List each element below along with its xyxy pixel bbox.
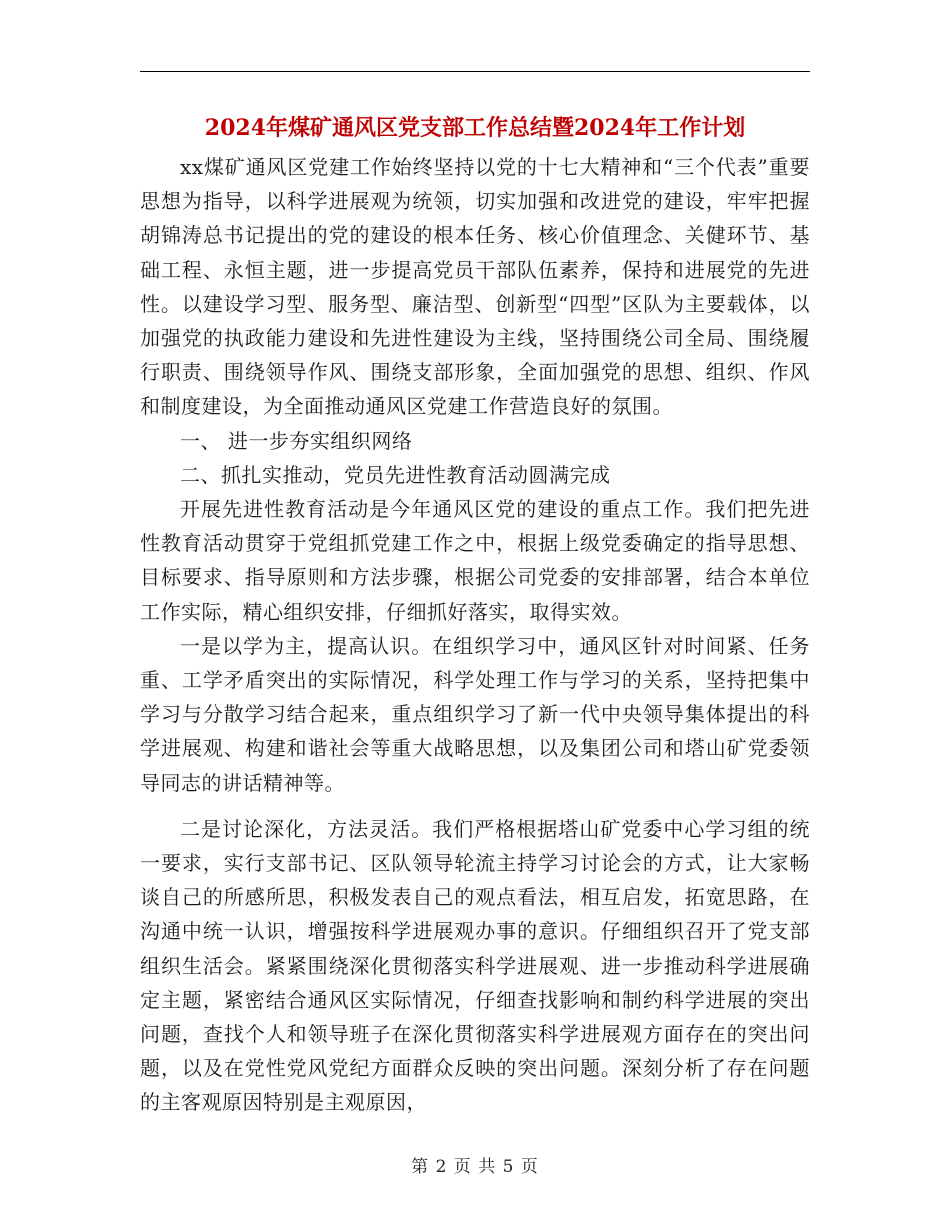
paragraph-discussion: 二是讨论深化，方法灵活。我们严格根据塔山矿党委中心学习组的统一要求，实行支部书记、区队领导轮流主持学习讨论会的方式，让大家畅谈自己的所感所思，积极发表自己的观点看法，相互启发，拓宽思路，在沟通中统一认识，增强按科学进展观办事的意识。仔细组织召开了党支部组织生活会。紧紧围绕深化贯彻落实科学进展观、进一步推动科学进展确定主题，紧密结合通风区实际情况，仔细查找影响和制约科学进展的突出问题，查找个人和领导班子在深化贯彻落实科学进展观方面存在的突出问题，以及在党性党风党纪方面群众反映的突出问题。深刻分析了存在问题的主客观原因特别是主观原因， — [140, 816, 810, 1115]
section-heading-1: 一、 进一步夯实组织网络 — [180, 428, 413, 453]
paragraph-education: 开展先进性教育活动是今年通风区党的建设的重点工作。我们把先进性教育活动贯穿于党组抓党建工作之中，根据上级党委确定的指导思想、目标要求、指导原则和方法步骤，根据公司党委的安排部署，结合本单位工作实际，精心组织安排，仔细抓好落实，取得实效。 — [140, 497, 810, 624]
document-body — [140, 150, 810, 1120]
page-number: 第 2 页 共 5 页 — [411, 1157, 539, 1177]
header-rule — [140, 71, 810, 72]
paragraph-study: 一是以学为主，提高认识。在组织学习中，通风区针对时间紧、任务重、工学矛盾突出的实际情况，科学处理工作与学习的关系，坚持把集中学习与分散学习结合起来，重点组织学习了新一代中央领导集体提出的科学进展观、构建和谐社会等重大战略思想，以及集团公司和塔山矿党委领导同志的讲话精神等。 — [140, 633, 810, 795]
document-title: 2024年煤矿通风区党支部工作总结暨2024年工作计划 — [204, 115, 746, 141]
section-heading-2: 二、抓扎实推动，党员先进性教育活动圆满完成 — [180, 462, 611, 487]
paragraph-intro: xx煤矿通风区党建工作始终坚持以党的十七大精神和“三个代表”重要思想为指导，以科学进展观为统领，切实加强和改进党的建设，牢牢把握胡锦涛总书记提出的党的建设的根本任务、核心价值理念、关健环节、基础工程、永恒主题，进一步提高党员干部队伍素养，保持和进展党的先进性。以建设学习型、服务型、廉洁型、创新型“四型”区队为主要载体，以加强党的执政能力建设和先进性建设为主线，坚持围绕公司全局、围绕履行职责、围绕领导作风、围绕支部形象，全面加强党的思想、组织、作风和制度建设，为全面推动通风区党建工作营造良好的氛围。 — [140, 155, 810, 419]
